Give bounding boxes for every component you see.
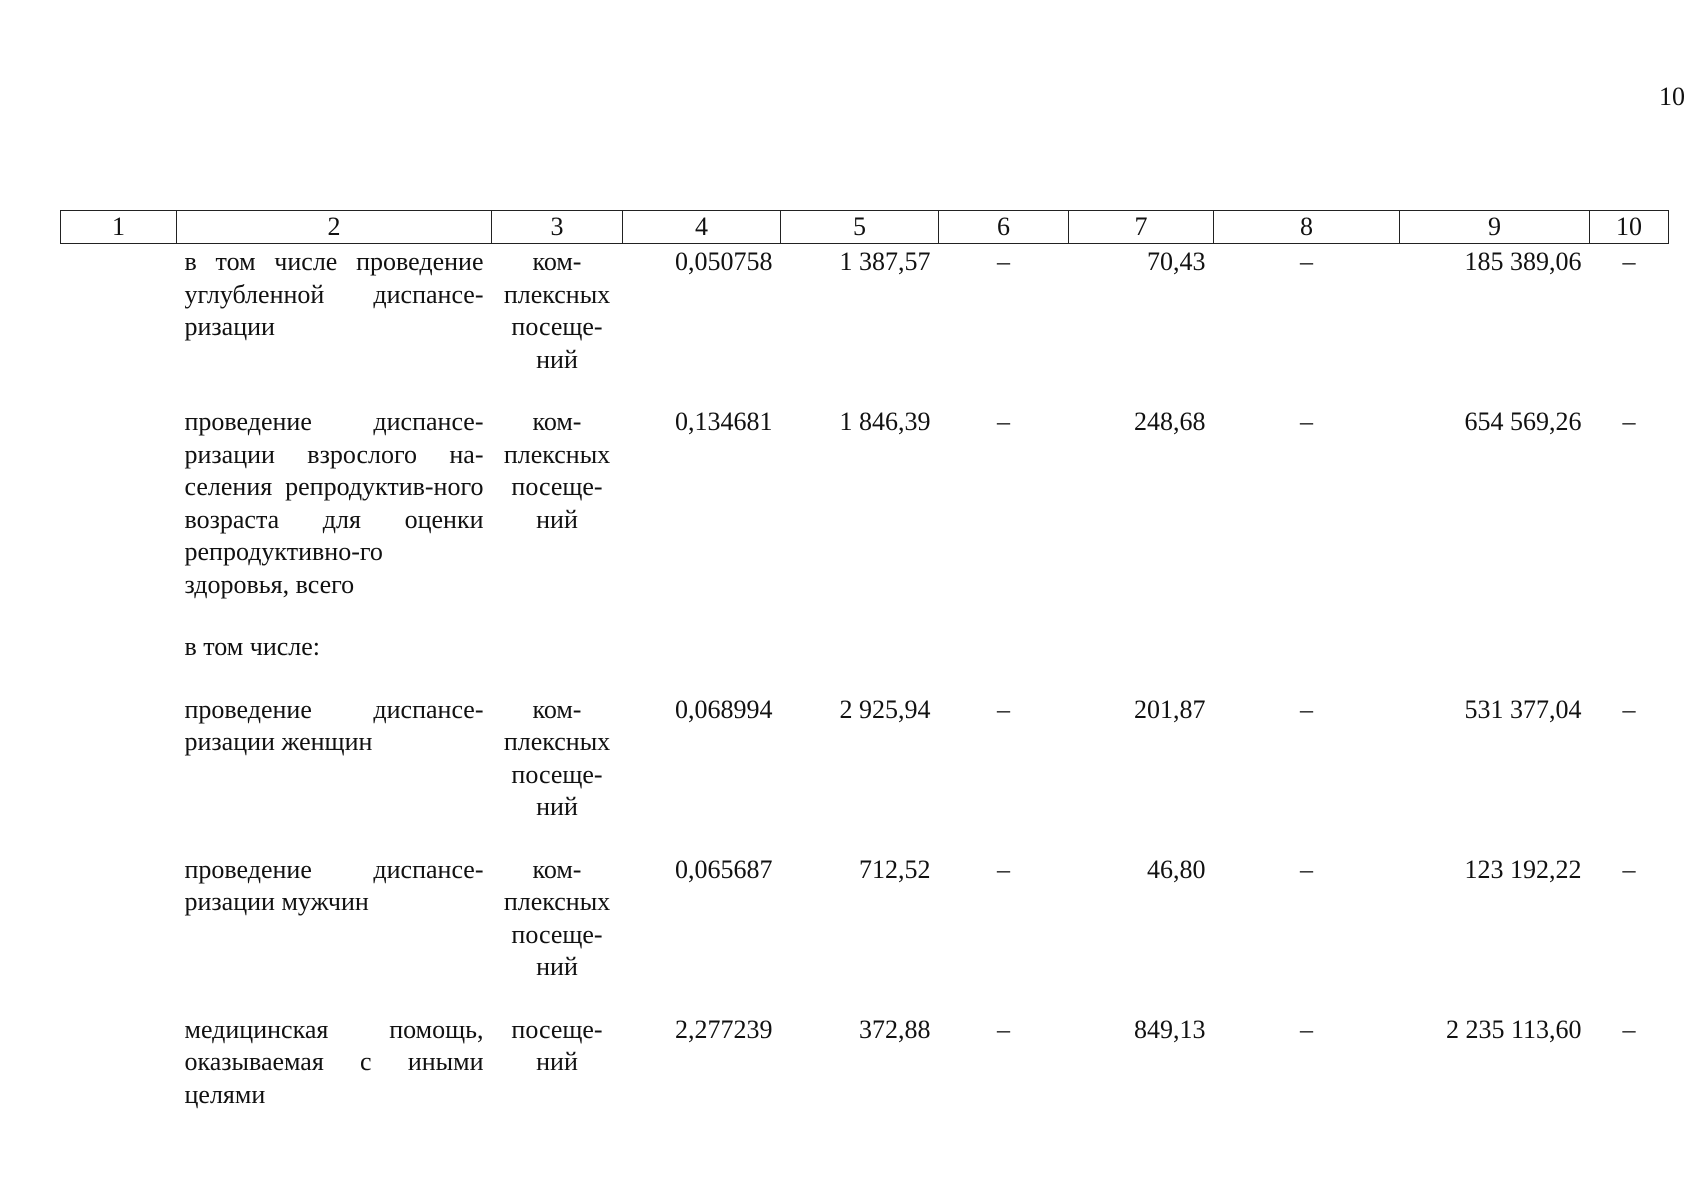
cell-blank xyxy=(1400,631,1590,694)
row-name: в том числе проведение углубленной диспансе-ризации xyxy=(184,247,484,341)
cell-blank xyxy=(61,406,177,631)
cell-col5: 372,88 xyxy=(859,1014,931,1044)
cell-col7: 201,87 xyxy=(1134,694,1206,724)
cell-blank xyxy=(1069,631,1214,694)
row-unit: ком-плексных посеще-ний xyxy=(503,854,611,981)
row-unit: ком-плексных посеще-ний xyxy=(503,247,611,374)
table-row xyxy=(61,631,1669,694)
cell-col9: 531 377,04 xyxy=(1464,694,1582,724)
cell-col10: – xyxy=(1622,407,1636,436)
cell-col5: 712,52 xyxy=(859,854,931,884)
cell-col4: 0,050758 xyxy=(675,247,773,276)
cell-col9: 123 192,22 xyxy=(1464,854,1582,884)
cell-col6: – xyxy=(997,694,1010,724)
row-name: проведение диспансе-ризации мужчин xyxy=(184,854,484,916)
column-header: 7 xyxy=(1069,211,1214,244)
cell-col8: – xyxy=(1300,854,1313,884)
cell-blank xyxy=(61,854,177,1014)
column-header: 8 xyxy=(1214,211,1400,244)
row-name: медицинская помощь, оказываемая с иными целями xyxy=(184,1014,484,1109)
table-row xyxy=(61,244,1669,407)
cell-col8: – xyxy=(1300,247,1313,276)
column-header: 2 xyxy=(177,211,492,244)
cell-blank xyxy=(939,631,1069,694)
cell-blank xyxy=(1214,631,1400,694)
cell-col4: 2,277239 xyxy=(675,1014,773,1044)
column-header: 10 xyxy=(1590,211,1669,244)
cell-col9: 185 389,06 xyxy=(1464,247,1582,276)
cell-col10: – xyxy=(1622,694,1636,724)
cell-col5: 2 925,94 xyxy=(839,694,931,724)
cell-col10: – xyxy=(1622,247,1636,276)
cell-col7: 70,43 xyxy=(1147,247,1206,276)
row-name: в том числе: xyxy=(184,632,321,661)
cell-col4: 0,065687 xyxy=(675,854,773,884)
column-header: 4 xyxy=(623,211,781,244)
cell-blank xyxy=(1590,631,1669,694)
column-number-header xyxy=(61,211,1669,244)
table-row xyxy=(61,406,1669,631)
cell-col7: 849,13 xyxy=(1134,1014,1206,1044)
row-name: проведение диспансе-ризации взрослого на-селения репродуктив-ного возраста для оценки репродуктивно-го здоровья, всего xyxy=(184,407,484,599)
cell-col5: 1 387,57 xyxy=(839,247,931,276)
cell-col9: 2 235 113,60 xyxy=(1445,1014,1582,1044)
table-row xyxy=(61,1014,1669,1142)
cell-blank xyxy=(623,631,781,694)
column-header: 5 xyxy=(781,211,939,244)
row-unit: ком-плексных посеще-ний xyxy=(503,694,611,821)
column-header: 9 xyxy=(1400,211,1590,244)
cell-blank xyxy=(61,1014,177,1142)
tariff-table xyxy=(60,210,1669,1141)
cell-col6: – xyxy=(997,407,1010,436)
page-number: 10 xyxy=(1659,82,1685,111)
cell-col8: – xyxy=(1300,694,1313,724)
row-name: проведение диспансе-ризации женщин xyxy=(184,694,484,756)
row-unit: ком-плексных посеще-ний xyxy=(503,407,611,534)
cell-col4: 0,134681 xyxy=(675,407,773,436)
cell-col7: 46,80 xyxy=(1147,854,1206,884)
cell-blank xyxy=(61,631,177,694)
cell-blank xyxy=(781,631,939,694)
row-unit: посеще-ний xyxy=(511,1014,603,1076)
column-header: 1 xyxy=(61,211,177,244)
cell-col10: – xyxy=(1622,854,1636,884)
cell-col4: 0,068994 xyxy=(675,694,773,724)
cell-col7: 248,68 xyxy=(1134,407,1206,436)
column-header: 3 xyxy=(492,211,623,244)
cell-blank xyxy=(61,694,177,854)
cell-blank xyxy=(61,244,177,407)
cell-col6: – xyxy=(997,854,1010,884)
cell-col9: 654 569,26 xyxy=(1464,407,1582,436)
cell-blank xyxy=(492,631,623,694)
cell-col10: – xyxy=(1622,1014,1636,1044)
column-header: 6 xyxy=(939,211,1069,244)
table-row xyxy=(61,694,1669,854)
cell-col6: – xyxy=(997,247,1010,276)
cell-col5: 1 846,39 xyxy=(839,407,931,436)
cell-col8: – xyxy=(1300,407,1313,436)
cell-col8: – xyxy=(1300,1014,1313,1044)
cell-col6: – xyxy=(997,1014,1010,1044)
table-row xyxy=(61,854,1669,1014)
